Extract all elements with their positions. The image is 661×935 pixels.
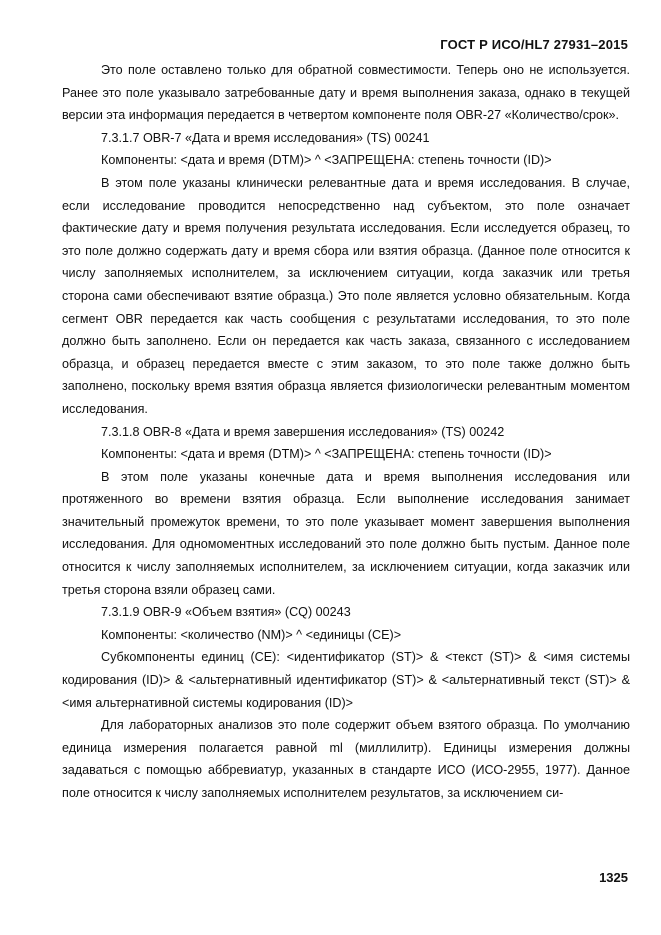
components-line: Компоненты: <дата и время (DTM)> ^ <ЗАПРЕЩЕНА: степень точности (ID)> <box>101 447 552 462</box>
section-heading: 7.3.1.9 OBR-9 «Объем взятия» (CQ) 00243 <box>101 605 351 620</box>
section-heading: 7.3.1.8 OBR-8 «Дата и время завершения исследования» (TS) 00242 <box>101 424 505 439</box>
paragraph: Это поле оставлено только для обратной совместимости. Теперь оно не используется. Ранее это поле указывало затребованные дату и время выполнения заказа, однако в текущей версии эта информация передается в четвертом компоненте поля OBR-27 «Количество/срок». <box>62 63 630 123</box>
document-body <box>62 59 630 805</box>
paragraph: В этом поле указаны клинически релевантные дата и время исследования. В случае, если исследование проводится непосредственно над субъектом, это поле означает фактические дату и время получения результата исследования. Если исследуется образец, то это поле должно содержать дату и время сбора или взятия образца. (Данное поле относится к числу заполняемых исполнителем, за исключением ситуации, когда заказчик или третья сторона сами обеспечивают взятие образца.) Это поле является условно обязательным. Когда сегмент OBR передается как часть сообщения с результатами исследования, то это поле должно быть заполнено. Если он передается как часть заказа, связанного с исследованием образца, и образец передается вместе с этим заказом, то это поле также должно быть заполнено, поскольку время взятия образца является физиологически релевантным моментом исследования. <box>62 175 630 416</box>
components-line: Компоненты: <дата и время (DTM)> ^ <ЗАПРЕЩЕНА: степень точности (ID)> <box>101 153 552 168</box>
document-code-header: ГОСТ Р ИСО/HL7 27931–2015 <box>440 37 628 52</box>
page-number: 1325 <box>599 870 628 885</box>
paragraph: В этом поле указаны конечные дата и время выполнения исследования или протяженного во времени взятия образца. Если выполнение исследования занимает значительный промежуток времени, то это поле указывает момент завершения выполнения исследования. Для одномоментных исследований это поле должно быть пустым. Данное поле относится к числу заполняемых исполнителем, за исключением ситуации, когда заказчик или третья сторона взяли образец сами. <box>62 469 630 597</box>
paragraph: Субкомпоненты единиц (CE): <идентификатор (ST)> & <текст (ST)> & <имя системы кодирования (ID)> & <альтернативный идентификатор (ST)> & <альтернативный текст (ST)> & <имя альтернативной системы кодирования (ID)> <box>62 650 630 710</box>
components-line: Компоненты: <количество (NM)> ^ <единицы (CE)> <box>101 627 402 642</box>
section-heading: 7.3.1.7 OBR-7 «Дата и время исследования» (TS) 00241 <box>101 130 430 145</box>
paragraph: Для лабораторных анализов это поле содержит объем взятого образца. По умолчанию единица измерения полагается равной ml (миллилитр). Единицы измерения должны задаваться с помощью аббревиатур, указанных в стандарте ИСО (ИСО-2955, 1977). Данное поле относится к числу заполняемых исполнителем результатов, за исключением си- <box>62 718 630 800</box>
